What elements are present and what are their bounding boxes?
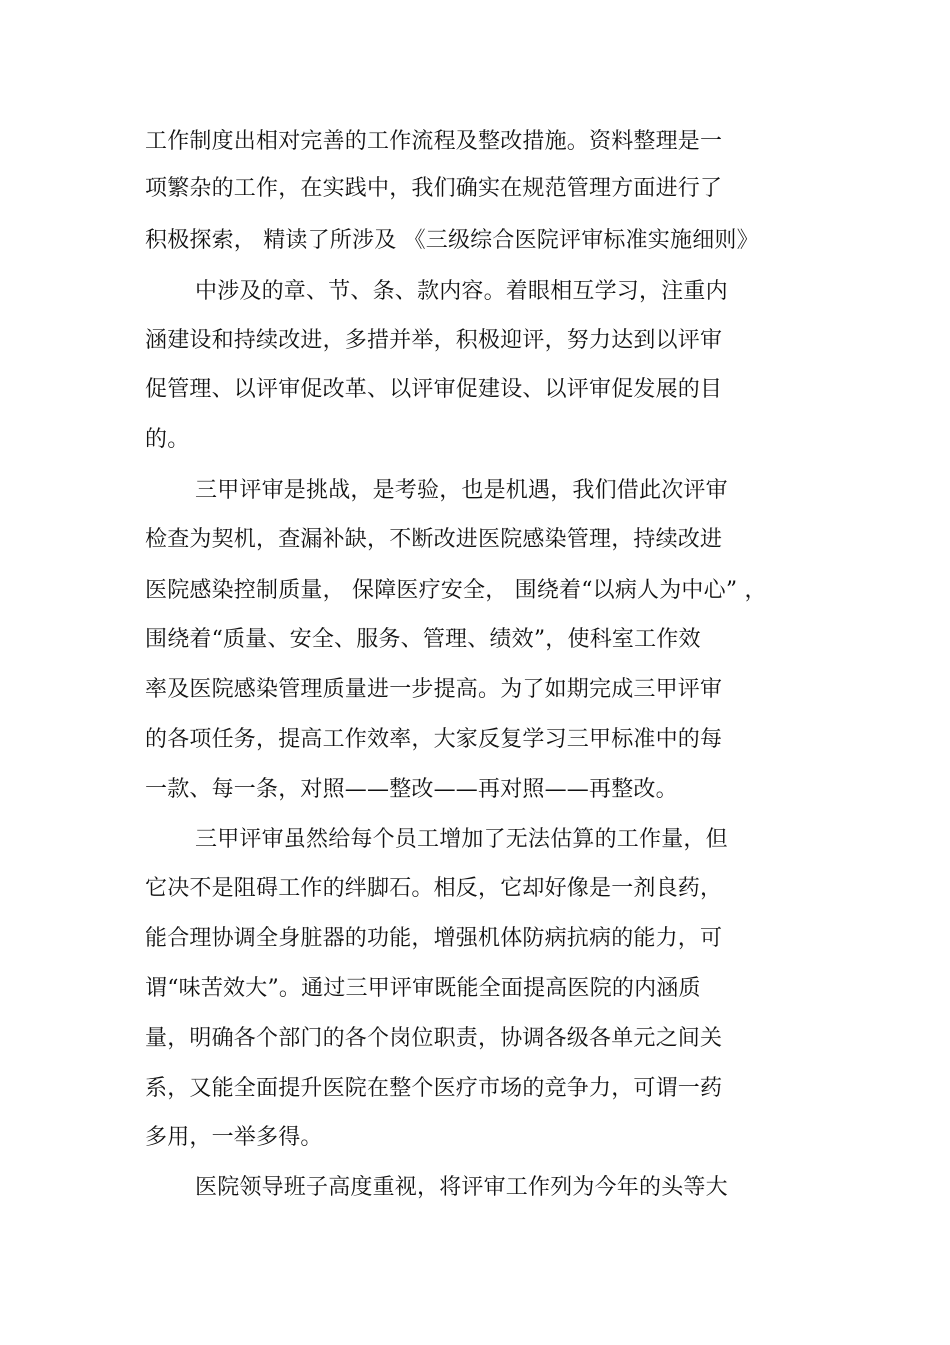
text-line: 一款、每一条，对照——整改——再对照——再整改。 — [145, 777, 678, 802]
paragraph-start-line: 医院领导班子高度重视，将评审工作列为今年的头等大 — [195, 1175, 728, 1200]
text-line: 工作制度出相对完善的工作流程及整改措施。资料整理是一 — [145, 129, 723, 154]
text-line: 系，又能全面提升医院在整个医疗市场的竞争力，可谓一药 — [145, 1076, 723, 1101]
text-line: 促管理、以评审促改革、以评审促建设、以评审促发展的目 — [145, 377, 723, 402]
text-line: 它决不是阻碍工作的绊脚石。相反，它却好像是一剂良药， — [145, 876, 723, 901]
text-line: 检查为契机，查漏补缺，不断改进医院感染管理，持续改进 — [145, 527, 723, 552]
text-line: 项繁杂的工作，在实践中，我们确实在规范管理方面进行了 — [145, 176, 723, 201]
paragraph-start-line: 三甲评审是挑战，是考验，也是机遇，我们借此次评审 — [195, 478, 728, 503]
text-line: 围绕着“质量、安全、服务、管理、绩效”，使科室工作效 — [145, 627, 701, 652]
text-line: 能合理协调全身脏器的功能，增强机体防病抗病的能力，可 — [145, 926, 723, 951]
text-line: 量，明确各个部门的各个岗位职责，协调各级各单元之间关 — [145, 1026, 723, 1051]
text-line: 涵建设和持续改进，多措并举，积极迎评，努力达到以评审 — [145, 328, 723, 353]
text-line: 的各项任务，提高工作效率，大家反复学习三甲标准中的每 — [145, 727, 723, 752]
text-line: 积极探索， 精读了所涉及 《三级综合医院评审标准实施细则》 — [145, 228, 759, 253]
text-line: 率及医院感染管理质量进一步提高。为了如期完成三甲评审 — [145, 677, 723, 702]
text-line: 的。 — [145, 427, 190, 452]
paragraph-start-line: 中涉及的章、节、条、款内容。着眼相互学习，注重内 — [195, 279, 728, 304]
text-line: 谓“味苦效大”。通过三甲评审既能全面提高医院的内涵质 — [145, 976, 701, 1001]
text-line: 医院感染控制质量， 保障医疗安全， 围绕着“以病人为中心” ， — [145, 578, 767, 603]
text-line: 多用，一举多得。 — [145, 1125, 323, 1150]
paragraph-start-line: 三甲评审虽然给每个员工增加了无法估算的工作量，但 — [195, 827, 728, 852]
